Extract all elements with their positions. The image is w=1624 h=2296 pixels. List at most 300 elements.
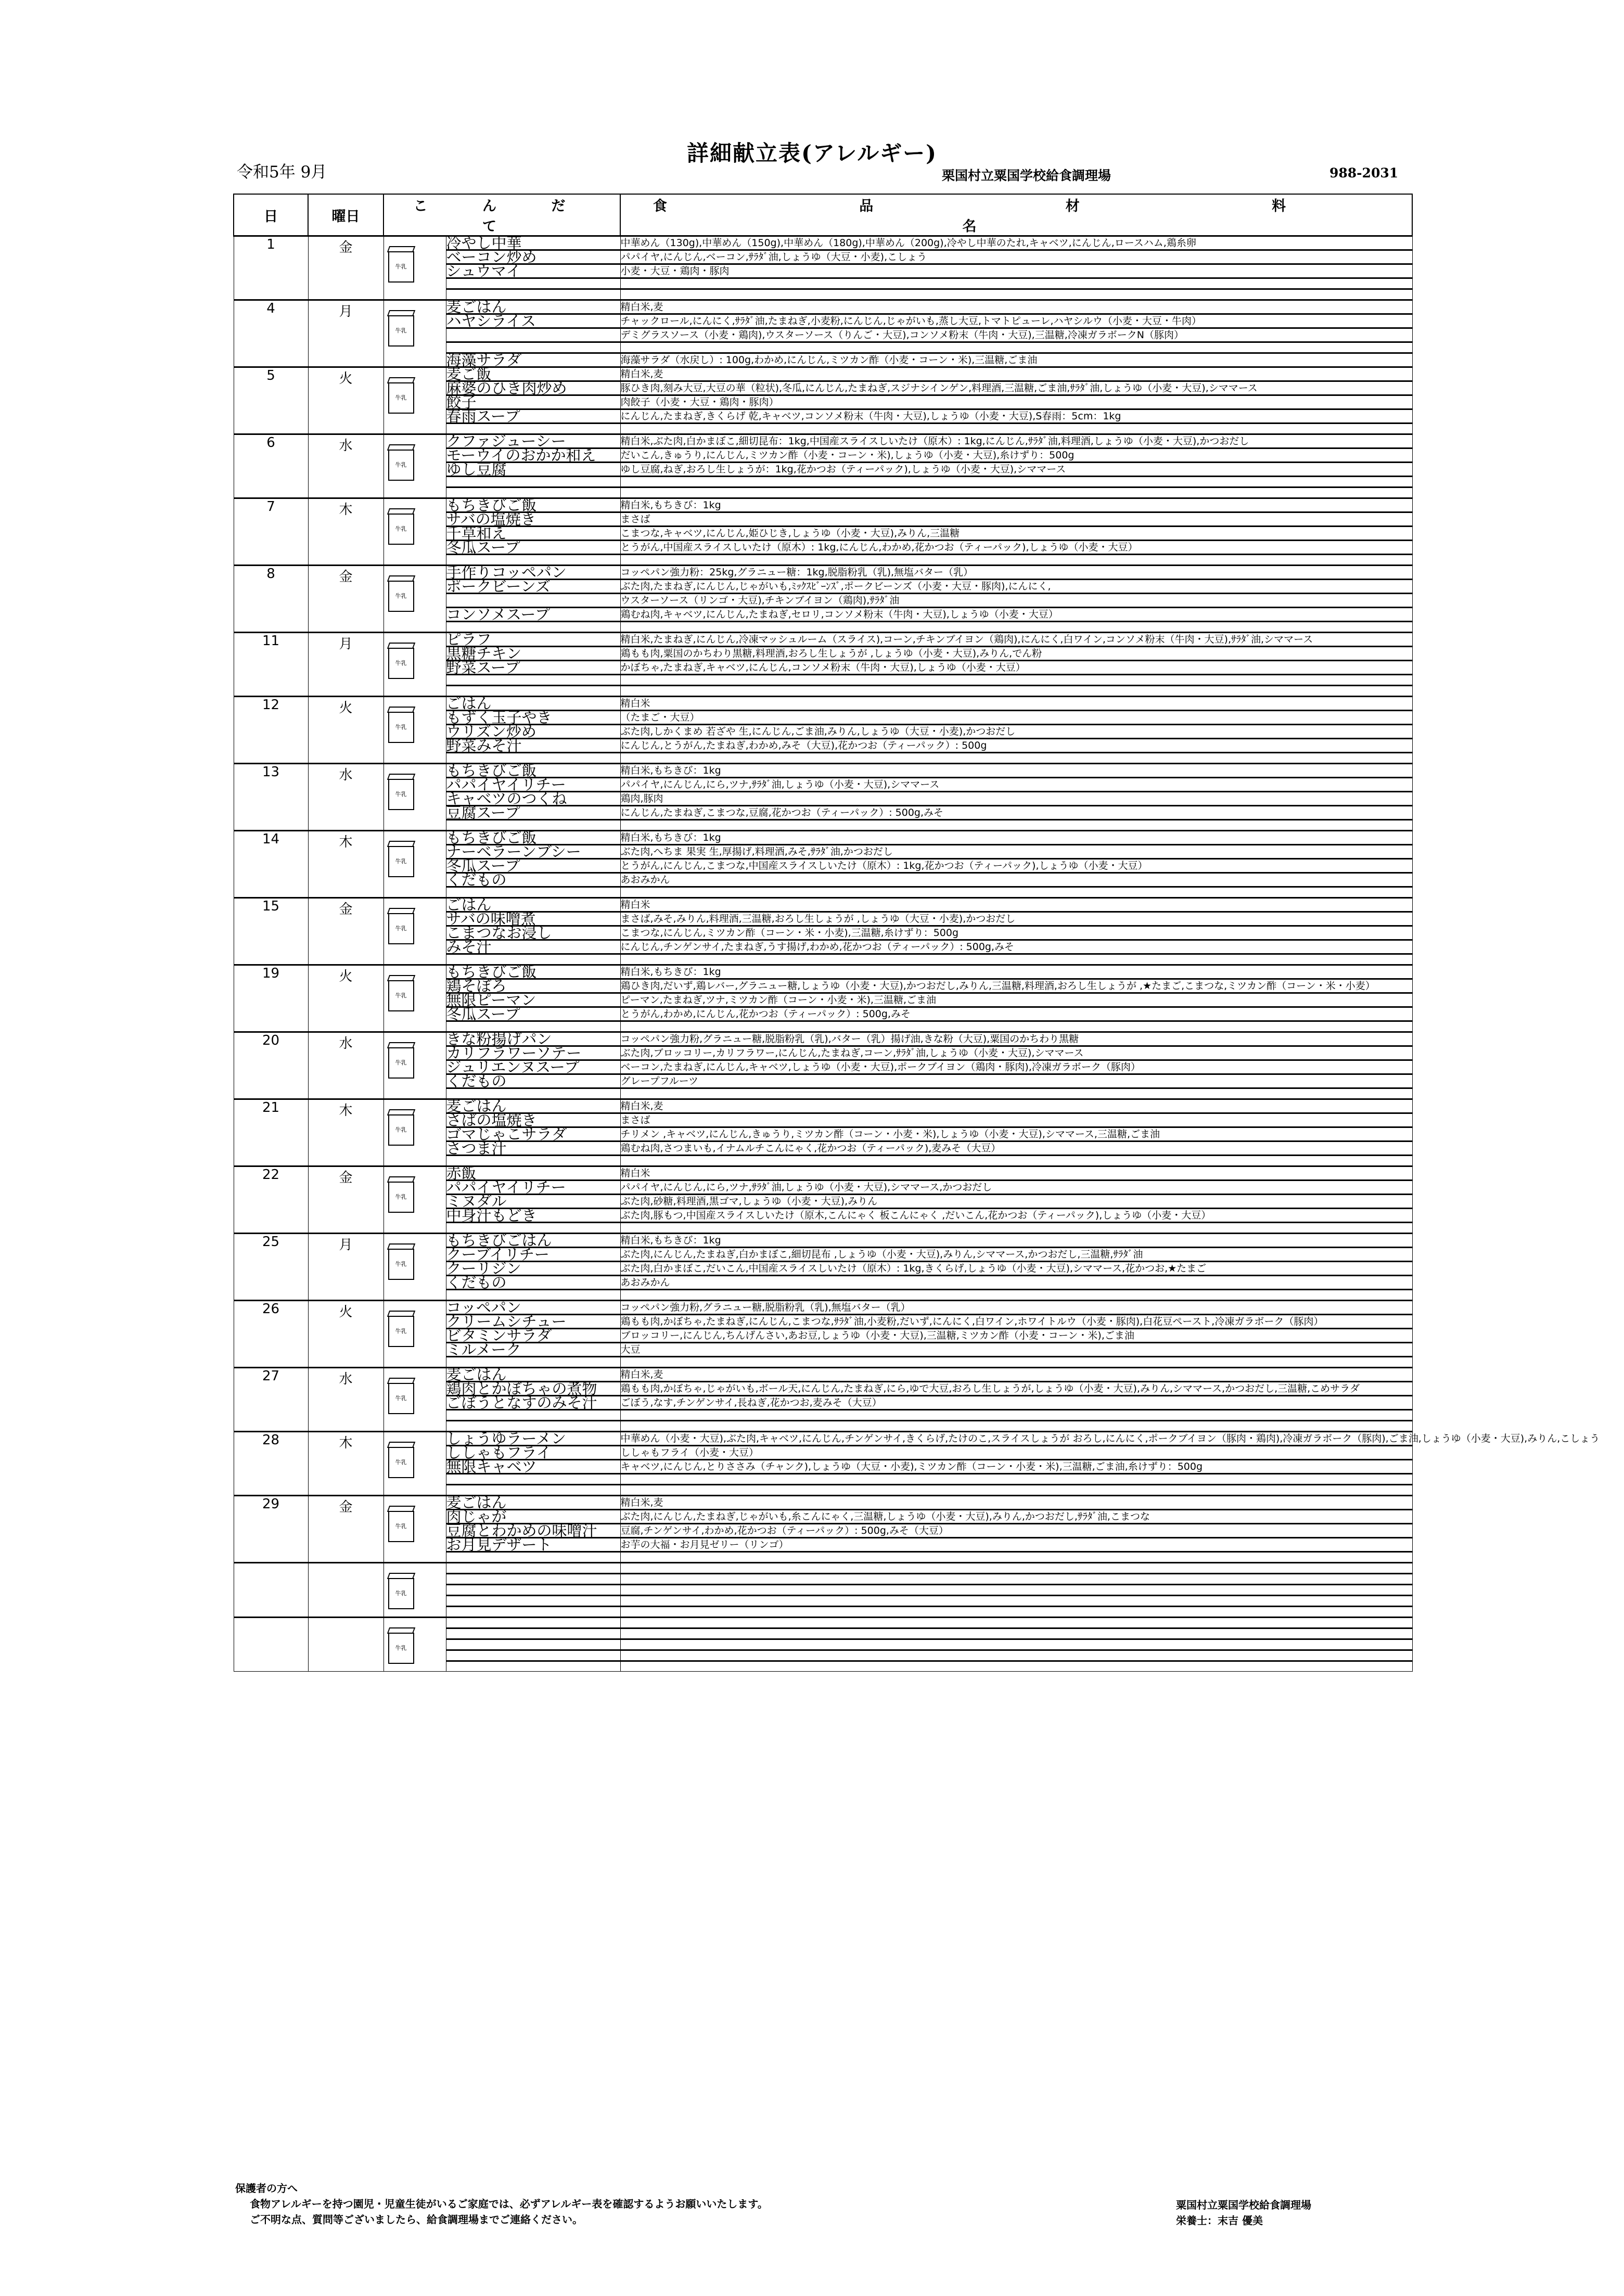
- ingredient-list: [620, 1596, 1412, 1607]
- ingredient-list: 鶏肉,豚肉: [620, 792, 1412, 806]
- table-row: [234, 1368, 1412, 1382]
- day-block: [234, 697, 1412, 764]
- ingredient-list: [620, 1639, 1412, 1650]
- weekday: 火: [308, 697, 383, 764]
- dish-name: クリームシチュー: [446, 1315, 620, 1329]
- day-number: 29: [234, 1496, 308, 1563]
- ingredient-list: だいこん,きゅうり,にんじん,ミツカン酢（小麦・コーン・米),しょうゆ（小麦・大豆),糸けずり：500g: [620, 448, 1412, 463]
- weekday: 金: [308, 1496, 383, 1563]
- ingredient-list: ぶた肉,にんじん,たまねぎ,白かまぼこ,細切昆布 ,しょうゆ（小麦・大豆),みりん,シママース,かつおだし,三温糖,ｻﾗﾀﾞ油: [620, 1248, 1412, 1262]
- milk-carton-icon: 牛乳: [388, 1383, 414, 1414]
- ingredient-list: お芋の大福・お月見ゼリー（リンゴ）: [620, 1538, 1412, 1552]
- dish-name: ゆし豆腐: [446, 463, 620, 477]
- dish-name: [446, 1639, 620, 1650]
- dish-name: ごはん: [446, 697, 620, 711]
- day-number: 28: [234, 1432, 308, 1496]
- dish-name: 赤飯: [446, 1166, 620, 1181]
- weekday: 月: [308, 300, 383, 367]
- ingredient-list: [620, 289, 1412, 300]
- milk-carton-icon: 牛乳: [388, 779, 414, 810]
- dish-name: ポークビーンズ: [446, 580, 620, 594]
- dish-name: ビタミンサラダ: [446, 1329, 620, 1343]
- day-block: [234, 434, 1412, 498]
- milk-cell: [383, 898, 446, 965]
- milk-cell: [383, 1166, 446, 1234]
- dish-name: 中身汁もどき: [446, 1209, 620, 1223]
- dish-name: 冬瓜スープ: [446, 1007, 620, 1021]
- ingredient-list: ウスターソース（リンゴ・大豆),チキンブイヨン（鶏肉),ｻﾗﾀﾞ油: [620, 594, 1412, 608]
- milk-carton-icon: 牛乳: [388, 1047, 414, 1079]
- dish-name: [446, 1661, 620, 1672]
- ingredient-list: 豚ひき肉,刻み大豆,大豆の華（粒状),冬瓜,にんじん,たまねぎ,スジナシインゲン,料理酒,三温糖,ごま油,ｻﾗﾀﾞ油,しょうゆ（小麦・大豆),シママース: [620, 381, 1412, 395]
- dish-name: [446, 1628, 620, 1639]
- ingredient-list: [620, 488, 1412, 498]
- dish-name: 麻婆のひき肉炒め: [446, 381, 620, 395]
- dish-name: くだもの: [446, 1074, 620, 1088]
- footer-nutritionist: 栄養士：末吉 優美: [1176, 2214, 1263, 2227]
- dish-name: 無限キャベツ: [446, 1460, 620, 1474]
- dish-name: しょうゆラーメン: [446, 1432, 620, 1446]
- dish-name: モーウイのおかか和え: [446, 448, 620, 463]
- ingredient-list: とうがん,中国産スライスしいたけ（原木）: 1kg,にんじん,わかめ,花かつお（ティーパック),しょうゆ（小麦・大豆）: [620, 541, 1412, 555]
- weekday: 金: [308, 566, 383, 633]
- dish-name: ベーコン炒め: [446, 250, 620, 264]
- dish-name: さつま汁: [446, 1141, 620, 1156]
- milk-cell: [383, 764, 446, 831]
- dish-name: ウリズン炒め: [446, 725, 620, 739]
- dish-name: ゴマじゃこサラダ: [446, 1127, 620, 1141]
- milk-cell: [383, 566, 446, 633]
- milk-carton-icon: 牛乳: [388, 1447, 414, 1478]
- dish-name: 鶏そぼろ: [446, 979, 620, 993]
- ingredient-list: 豆腐,チンゲンサイ,わかめ,花かつお（ティーパック）: 500g,みそ（大豆）: [620, 1524, 1412, 1538]
- ingredient-list: ごぼう,なす,チンゲンサイ,長ねぎ,花かつお,麦みそ（大豆）: [620, 1396, 1412, 1410]
- dish-name: もちきびごはん: [446, 1234, 620, 1248]
- weekday: 金: [308, 1166, 383, 1234]
- table-row: [234, 300, 1412, 314]
- dish-name: ごぼうとなすのみそ汁: [446, 1396, 620, 1410]
- ingredient-list: [620, 1618, 1412, 1628]
- day-block: [234, 1166, 1412, 1234]
- day-number: [234, 1563, 308, 1618]
- ingredient-list: ベーコン,たまねぎ,にんじん,キャベツ,しょうゆ（小麦・大豆),ポークブイヨン（鶏肉・豚肉),冷凍ガラボーク（豚肉）: [620, 1060, 1412, 1074]
- day-number: [234, 1618, 308, 1672]
- dish-name: もちきびご飯: [446, 965, 620, 979]
- milk-cell: [383, 697, 446, 764]
- dish-name: 麦ごはん: [446, 1368, 620, 1382]
- day-block: [234, 1618, 1412, 1672]
- ingredient-list: 海藻サラダ（水戻し）: 100g,わかめ,にんじん,ミツカン酢（小麦・コーン・米),三温糖,ごま油: [620, 353, 1412, 367]
- dish-name: 餃子: [446, 395, 620, 409]
- dish-name: ごはん: [446, 898, 620, 912]
- ingredient-list: [620, 1628, 1412, 1639]
- milk-carton-icon: 牛乳: [388, 1511, 414, 1542]
- dish-name: [446, 1650, 620, 1661]
- table-row: [234, 1432, 1412, 1446]
- ingredient-list: [620, 1223, 1412, 1234]
- weekday: 月: [308, 633, 383, 697]
- day-block: [234, 965, 1412, 1032]
- dish-name: パパイヤイリチー: [446, 778, 620, 792]
- footer-heading: 保護者の方へ: [235, 2182, 298, 2195]
- weekday: 木: [308, 498, 383, 566]
- ingredient-list: [620, 820, 1412, 831]
- day-number: 27: [234, 1368, 308, 1432]
- dish-name: シュウマイ: [446, 264, 620, 278]
- day-block: [234, 898, 1412, 965]
- milk-carton-icon: 牛乳: [388, 1316, 414, 1347]
- table-row: [234, 434, 1412, 448]
- ingredient-list: [620, 1607, 1412, 1618]
- col-day: 日: [234, 194, 308, 236]
- day-block: [234, 1099, 1412, 1166]
- milk-carton-icon: 牛乳: [388, 514, 414, 545]
- table-row: [234, 498, 1412, 512]
- weekday: 火: [308, 367, 383, 434]
- ingredient-list: [620, 753, 1412, 764]
- day-block: [234, 1234, 1412, 1301]
- dish-name: パパイヤイリチー: [446, 1181, 620, 1195]
- day-number: 22: [234, 1166, 308, 1234]
- dish-name: 麦ごはん: [446, 300, 620, 314]
- table-row: [234, 1166, 1412, 1181]
- dish-name: 春雨スープ: [446, 409, 620, 424]
- dish-name: 野菜スープ: [446, 661, 620, 675]
- dish-name: ししゃもフライ: [446, 1446, 620, 1460]
- table-row: [234, 1032, 1412, 1046]
- table-row: [234, 633, 1412, 647]
- weekday: 水: [308, 764, 383, 831]
- table-row: [234, 898, 1412, 912]
- day-block: [234, 300, 1412, 367]
- weekday: 木: [308, 1099, 383, 1166]
- ingredient-list: こまつな,にんじん,ミツカン酢（コーン・米・小麦),三温糖,糸けずり：500g: [620, 926, 1412, 940]
- dish-name: 肉じゃが: [446, 1510, 620, 1524]
- table-row: [234, 1234, 1412, 1248]
- dish-name: ナーベラーンブシー: [446, 845, 620, 859]
- ingredient-list: [620, 887, 1412, 898]
- weekday: 水: [308, 1368, 383, 1432]
- ingredient-list: ブロッコリー,にんじん,ちんげんさい,あお豆,しょうゆ（小麦・大豆),三温糖,ミツカン酢（小麦・コーン・米),ごま油: [620, 1329, 1412, 1343]
- dish-name: 手作りコッペパン: [446, 566, 620, 580]
- weekday: 金: [308, 236, 383, 300]
- ingredient-list: 精白米,ぶた肉,白かまぼこ,細切昆布：1kg,中国産スライスしいたけ（原木）: 1kg,にんじん,ｻﾗﾀﾞ油,料理酒,しょうゆ（小麦・大豆),かつおだし: [620, 434, 1412, 448]
- table-row: [234, 764, 1412, 778]
- dish-name: 千草和え: [446, 527, 620, 541]
- day-number: 13: [234, 764, 308, 831]
- org-code: 988-2031: [1329, 165, 1399, 181]
- dish-name: 黒糖チキン: [446, 647, 620, 661]
- ingredient-list: [620, 954, 1412, 965]
- table-row: [234, 1099, 1412, 1113]
- milk-cell: [383, 965, 446, 1032]
- ingredient-list: 精白米: [620, 1166, 1412, 1181]
- organization: 栗国村立粟国学校給食調理場: [942, 168, 1111, 183]
- ingredient-list: [620, 622, 1412, 633]
- ingredient-list: ぶた肉,へちま 果実 生,厚揚げ,料理酒,みそ,ｻﾗﾀﾞ油,かつおだし: [620, 845, 1412, 859]
- ingredient-list: [620, 1574, 1412, 1585]
- dish-name: 冷やし中華: [446, 236, 620, 250]
- table-row: [234, 697, 1412, 711]
- dish-name: もちきびご飯: [446, 831, 620, 845]
- ingredient-list: キャベツ,にんじん,とりささみ（チャンク),しょうゆ（大豆・小麦),ミツカン酢（コーン・小麦・米),三温糖,ごま油,糸けずり：500g: [620, 1460, 1412, 1474]
- ingredient-list: コッペパン強力粉：25kg,グラニュー糖：1kg,脱脂粉乳（乳),無塩バター（乳）: [620, 566, 1412, 580]
- table-row: [234, 1563, 1412, 1574]
- ingredient-list: ぶた肉,白かまぼこ,だいこん,中国産スライスしいたけ（原木）: 1kg,きくらげ,しょうゆ（小麦・大豆),シママース,花かつお,★たまご: [620, 1262, 1412, 1276]
- ingredient-list: ぶた肉,たまねぎ,にんじん,じゃがいも,ﾐｯｸｽﾋﾞｰﾝｽﾞ,ポークビーンズ（小麦・大豆・豚肉),にんにく,: [620, 580, 1412, 594]
- milk-cell: [383, 1496, 446, 1563]
- ingredient-list: パパイヤ,にんじん,ベーコン,ｻﾗﾀﾞ油,しょうゆ（大豆・小麦),こしょう: [620, 250, 1412, 264]
- day-block: [234, 1032, 1412, 1099]
- ingredient-list: にんじん,とうがん,たまねぎ,わかめ,みそ（大豆),花かつお（ティーパック）: 500g: [620, 739, 1412, 753]
- table-row: [234, 1618, 1412, 1628]
- weekday: 水: [308, 1032, 383, 1099]
- ingredient-list: [620, 1485, 1412, 1496]
- footer-organization: 粟国村立粟国学校給食調理場: [1176, 2199, 1311, 2211]
- milk-carton-icon: 牛乳: [388, 1633, 414, 1664]
- ingredient-list: 鶏むね肉,キャベツ,にんじん,たまねぎ,セロリ,コンソメ粉末（牛肉・大豆),しょうゆ（小麦・大豆）: [620, 608, 1412, 622]
- ingredient-list: 精白米,もちきび：1kg: [620, 1234, 1412, 1248]
- ingredient-list: 精白米,麦: [620, 1496, 1412, 1510]
- dish-name: [446, 328, 620, 342]
- day-number: 1: [234, 236, 308, 300]
- table-row: [234, 1301, 1412, 1315]
- milk-carton-icon: 牛乳: [388, 382, 414, 414]
- weekday: 木: [308, 831, 383, 898]
- table-row: [234, 566, 1412, 580]
- ingredient-list: [620, 1585, 1412, 1596]
- dish-name: [446, 1574, 620, 1585]
- page-title: 詳細献立表(アレルギー): [686, 140, 937, 166]
- ingredient-list: [620, 1410, 1412, 1421]
- day-block: [234, 563, 1412, 633]
- ingredient-list: [620, 1661, 1412, 1672]
- ingredient-list: [620, 1156, 1412, 1166]
- milk-cell: [383, 498, 446, 566]
- ingredient-list: まさば,みそ,みりん,料理酒,三温糖,おろし生しょうが ,しょうゆ（大豆・小麦),かつおだし: [620, 912, 1412, 926]
- ingredient-list: 精白米,麦: [620, 1099, 1412, 1113]
- dish-name: みそ汁: [446, 940, 620, 954]
- ingredient-list: まさば: [620, 512, 1412, 527]
- day-block: [234, 1368, 1412, 1432]
- ingredient-list: パパイヤ,にんじん,にら,ツナ,ｻﾗﾀﾞ油,しょうゆ（小麦・大豆),シママース: [620, 778, 1412, 792]
- day-number: 8: [234, 566, 308, 633]
- ingredient-list: あおみかん: [620, 873, 1412, 887]
- ingredient-list: ぶた肉,ブロッコリー,カリフラワー,にんじん,たまねぎ,コーン,ｻﾗﾀﾞ油,しょうゆ（小麦・大豆),シママース: [620, 1046, 1412, 1060]
- milk-carton-icon: 牛乳: [388, 712, 414, 743]
- dish-name: [446, 1563, 620, 1574]
- ingredient-list: 中華めん（130g),中華めん（150g),中華めん（180g),中華めん（200g),冷やし中華のたれ,キャベツ,にんじん,ロースハム,鶏糸卵: [620, 236, 1412, 250]
- dish-name: [446, 1618, 620, 1628]
- dish-name: もちきびご飯: [446, 498, 620, 512]
- ingredient-list: コッペパン強力粉,グラニュー糖,脱脂粉乳（乳),バター（乳）揚げ油,きな粉（大豆),粟国のかちわり黒糖: [620, 1032, 1412, 1046]
- milk-carton-icon: 牛乳: [388, 450, 414, 481]
- dish-name: ジュリエンヌスープ: [446, 1060, 620, 1074]
- weekday: [308, 1618, 383, 1672]
- ingredient-list: コッペパン強力粉,グラニュー糖,脱脂粉乳（乳),無塩バター（乳）: [620, 1301, 1412, 1315]
- day-block: [234, 831, 1412, 898]
- col-weekday: 曜日: [308, 194, 383, 236]
- ingredient-list: とうがん,わかめ,にんじん,花かつお（ティーパック）: 500g,みそ: [620, 1007, 1412, 1021]
- day-block: [234, 236, 1412, 300]
- day-number: 21: [234, 1099, 308, 1166]
- table-row: [234, 367, 1412, 381]
- milk-cell: [383, 1618, 446, 1672]
- weekday: 水: [308, 434, 383, 498]
- ingredient-list: [620, 1021, 1412, 1032]
- ingredient-list: 精白米,もちきび：1kg: [620, 965, 1412, 979]
- table-row: [234, 1496, 1412, 1510]
- footer-notice: 食物アレルギーを持つ園児・児童生徒がいるご家庭では、必ずアレルギー表を確認するようお願いいたします。: [250, 2198, 768, 2210]
- ingredient-list: ぶた肉,砂糖,料理酒,黒ゴマ,しょうゆ（小麦・大豆),みりん: [620, 1195, 1412, 1209]
- ingredient-list: ぶた肉,にんじん,たまねぎ,じゃがいも,糸こんにゃく,三温糖,しょうゆ（小麦・大豆),みりん,かつおだし,ｻﾗﾀﾞ油,こまつな: [620, 1510, 1412, 1524]
- dish-name: 豆腐スープ: [446, 806, 620, 820]
- milk-carton-icon: 牛乳: [388, 846, 414, 877]
- day-block: [234, 1563, 1412, 1618]
- milk-cell: [383, 236, 446, 300]
- table-row: [234, 831, 1412, 845]
- dish-name: ミヌダル: [446, 1195, 620, 1209]
- col-ingredients: 食 品 材 料 名: [620, 194, 1412, 236]
- dish-name: キャベツのつくね: [446, 792, 620, 806]
- day-block: [234, 1496, 1412, 1563]
- ingredient-list: [620, 1421, 1412, 1432]
- dish-name: 野菜みそ汁: [446, 739, 620, 753]
- dish-name: くだもの: [446, 1276, 620, 1290]
- weekday: 木: [308, 1432, 383, 1496]
- ingredient-list: デミグラスソース（小麦・鶏肉),ウスターソース（りんご・大豆),コンソメ粉末（牛肉・大豆),三温糖,冷凍ガラボークN（豚肉）: [620, 328, 1412, 342]
- footer-contact: ご不明な点、質問等ございましたら、給食調理場までご連絡ください。: [250, 2213, 583, 2226]
- ingredient-list: [620, 1650, 1412, 1661]
- milk-carton-icon: 牛乳: [388, 1578, 414, 1609]
- dish-name: きな粉揚げパン: [446, 1032, 620, 1046]
- table-row: [234, 965, 1412, 979]
- ingredient-list: こまつな,キャベツ,にんじん,姫ひじき,しょうゆ（小麦・大豆),みりん,三温糖: [620, 527, 1412, 541]
- milk-cell: [383, 1432, 446, 1496]
- milk-cell: [383, 1368, 446, 1432]
- dish-name: クファジューシー: [446, 434, 620, 448]
- ingredient-list: （たまご・大豆）: [620, 711, 1412, 725]
- dish-name: カリフラワーソテー: [446, 1046, 620, 1060]
- ingredient-list: チャックロール,にんにく,ｻﾗﾀﾞ油,たまねぎ,小麦粉,にんじん,じゃがいも,蒸し大豆,トマトピューレ,ハヤシルウ（小麦・大豆・牛肉）: [620, 314, 1412, 328]
- ingredient-list: [620, 1563, 1412, 1574]
- dish-name: ピラフ: [446, 633, 620, 647]
- dish-name: 鶏肉とかぼちゃの煮物: [446, 1382, 620, 1396]
- ingredient-list: パパイヤ,にんじん,にら,ツナ,ｻﾗﾀﾞ油,しょうゆ（小麦・大豆),シママース,かつおだし: [620, 1181, 1412, 1195]
- ingredient-list: [620, 1088, 1412, 1099]
- ingredient-list: 精白米: [620, 898, 1412, 912]
- milk-cell: [383, 1301, 446, 1368]
- ingredient-list: [620, 675, 1412, 686]
- ingredient-list: 肉餃子（小麦・大豆・鶏肉・豚肉）: [620, 395, 1412, 409]
- ingredient-list: ゆし豆腐,ねぎ,おろし生しょうが：1kg,花かつお（ティーパック),しょうゆ（小麦・大豆),シママース: [620, 463, 1412, 477]
- ingredient-list: 鶏もも肉,かぼちゃ,じゃがいも,ボール天,にんじん,たまねぎ,にら,ゆで大豆,おろし生しょうが,しょうゆ（小麦・大豆),みりん,シママース,かつおだし,三温糖,こめサラダ: [620, 1382, 1412, 1396]
- dish-name: サバの味噌煮: [446, 912, 620, 926]
- day-number: 11: [234, 633, 308, 697]
- ingredient-list: [620, 555, 1412, 566]
- day-number: 15: [234, 898, 308, 965]
- dish-name: 豆腐とわかめの味噌汁: [446, 1524, 620, 1538]
- day-number: 12: [234, 697, 308, 764]
- ingredient-list: [620, 1552, 1412, 1563]
- ingredient-list: [620, 424, 1412, 434]
- ingredient-list: ししゃもフライ（小麦・大豆）: [620, 1446, 1412, 1460]
- ingredient-list: [620, 342, 1412, 353]
- ingredient-list: にんじん,たまねぎ,こまつな,豆腐,花かつお（ティーパック）: 500g,みそ: [620, 806, 1412, 820]
- dish-name: 海藻サラダ: [446, 353, 620, 367]
- dish-name: コッペパン: [446, 1301, 620, 1315]
- day-number: 5: [234, 367, 308, 434]
- era-month: 令和5年 9月: [237, 163, 327, 182]
- ingredient-list: [620, 686, 1412, 697]
- milk-carton-icon: 牛乳: [388, 980, 414, 1011]
- milk-cell: [383, 633, 446, 697]
- dish-name: [446, 1585, 620, 1596]
- dish-name: サバの塩焼き: [446, 512, 620, 527]
- milk-cell: [383, 434, 446, 498]
- ingredient-list: [620, 1474, 1412, 1485]
- day-number: 20: [234, 1032, 308, 1099]
- dish-name: こまつなお浸し: [446, 926, 620, 940]
- ingredient-list: 鶏ひき肉,だいず,鶏レバー,グラニュー糖,しょうゆ（小麦・大豆),かつおだし,みりん,三温糖,料理酒,おろし生しょうが ,★たまご,こまつな,ミツカン酢（コーン・米・小麦）: [620, 979, 1412, 993]
- milk-carton-icon: 牛乳: [388, 581, 414, 612]
- col-menu: こ ん だ て: [383, 194, 620, 236]
- dish-name: 無限ピーマン: [446, 993, 620, 1007]
- ingredient-list: 精白米,麦: [620, 300, 1412, 314]
- weekday: 火: [308, 965, 383, 1032]
- dish-name: もちきびご飯: [446, 764, 620, 778]
- day-number: 4: [234, 300, 308, 367]
- ingredient-list: 精白米: [620, 697, 1412, 711]
- ingredient-list: 精白米,たまねぎ,にんじん,冷凍マッシュルーム（スライス),コーン,チキンブイヨン（鶏肉),にんにく,白ワイン,コンソメ粉末（牛肉・大豆),ｻﾗﾀﾞ油,シママース: [620, 633, 1412, 647]
- dish-name: 冬瓜スープ: [446, 859, 620, 873]
- dish-name: ハヤシライス: [446, 314, 620, 328]
- day-number: 25: [234, 1234, 308, 1301]
- dish-name: もずく玉子やき: [446, 711, 620, 725]
- day-number: 14: [234, 831, 308, 898]
- day-block: [234, 367, 1412, 434]
- milk-carton-icon: 牛乳: [388, 648, 414, 679]
- milk-cell: [383, 1032, 446, 1099]
- ingredient-list: 精白米,麦: [620, 367, 1412, 381]
- milk-cell: [383, 1563, 446, 1618]
- ingredient-list: にんじん,チンゲンサイ,たまねぎ,うす揚げ,わかめ,花かつお（ティーパック）: 500g,みそ: [620, 940, 1412, 954]
- dish-name: 麦ごはん: [446, 1496, 620, 1510]
- ingredient-list: グレープフルーツ: [620, 1074, 1412, 1088]
- dish-name: お月見デザート: [446, 1538, 620, 1552]
- ingredient-list: 大豆: [620, 1343, 1412, 1357]
- menu-table: [233, 194, 1600, 1672]
- ingredient-list: あおみかん: [620, 1276, 1412, 1290]
- ingredient-list: [620, 477, 1412, 488]
- ingredient-list: [620, 1290, 1412, 1301]
- milk-cell: [383, 831, 446, 898]
- ingredient-list: 精白米,麦: [620, 1368, 1412, 1382]
- dish-name: [446, 1596, 620, 1607]
- day-block: [234, 1301, 1412, 1368]
- ingredient-list: ピーマン,たまねぎ,ツナ,ミツカン酢（コーン・小麦・米),三温糖,ごま油: [620, 993, 1412, 1007]
- dish-name: 麦ごはん: [446, 1099, 620, 1113]
- dish-name: さばの塩焼き: [446, 1113, 620, 1127]
- milk-carton-icon: 牛乳: [388, 913, 414, 944]
- dish-name: 冬瓜スープ: [446, 541, 620, 555]
- day-block: [234, 498, 1412, 566]
- milk-cell: [383, 300, 446, 367]
- day-number: 26: [234, 1301, 308, 1368]
- milk-cell: [383, 1099, 446, 1166]
- day-block: [234, 1430, 1600, 1496]
- milk-cell: [383, 1234, 446, 1301]
